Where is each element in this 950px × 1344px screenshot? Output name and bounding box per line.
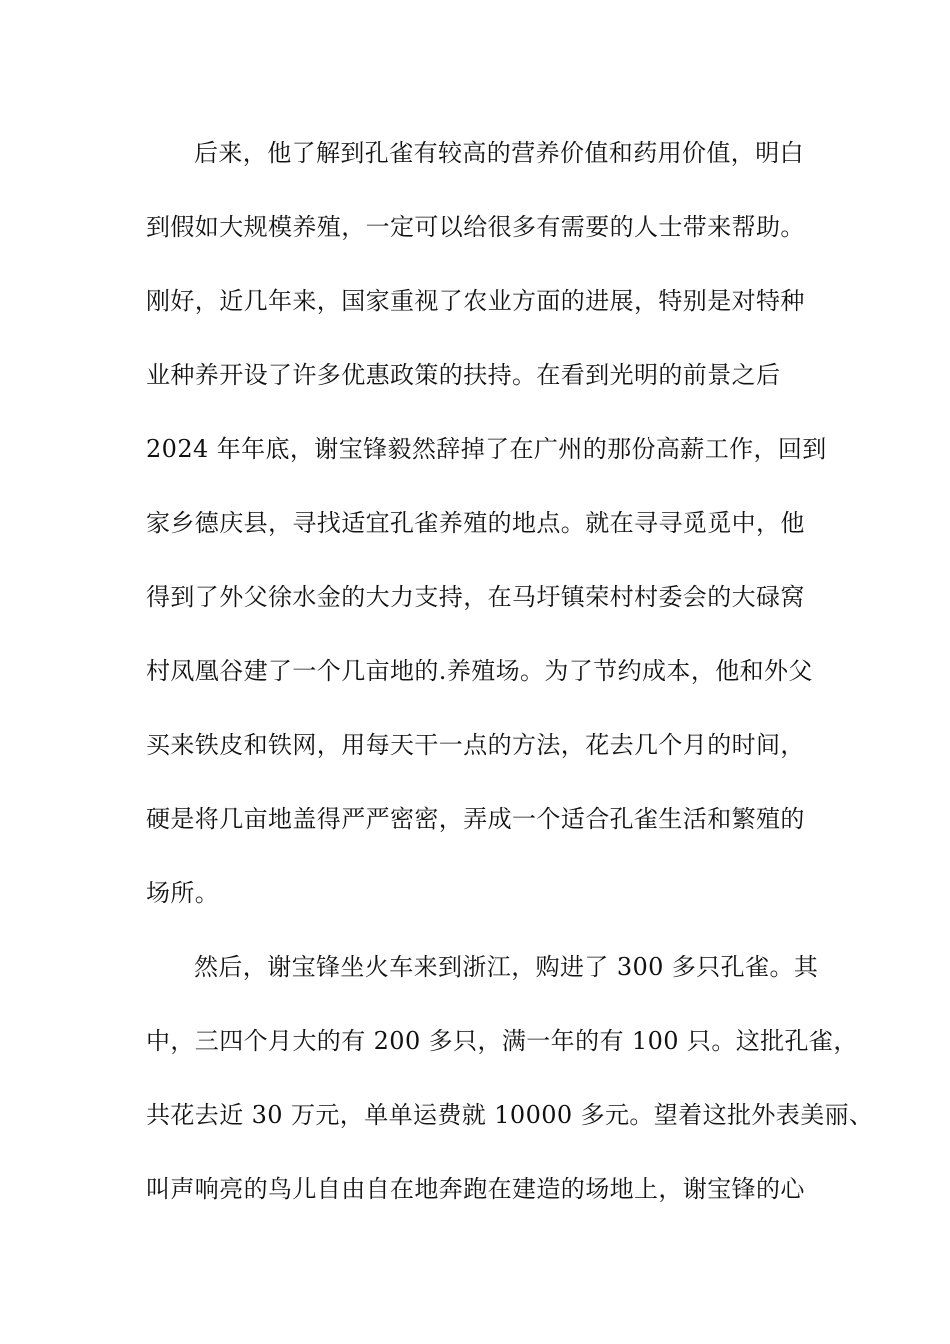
paragraph-line: 硬是将几亩地盖得严严密密，弄成一个适合孔雀生活和繁殖的 [146,805,805,833]
paragraph-line: 叫声响亮的鸟儿自由自在地奔跑在建造的场地上，谢宝锋的心 [146,1175,805,1203]
paragraph-line: 2024 年年底，谢宝锋毅然辞掉了在广州的那份高薪工作，回到 [146,435,827,463]
paragraph-line: 到假如大规模养殖，一定可以给很多有需要的人士带来帮助。 [146,213,805,241]
paragraph-line: 后来，他了解到孔雀有较高的营养价值和药用价值，明白 [194,139,804,167]
paragraph-line: 共花去近 30 万元，单单运费就 10000 多元。望着这批外表美丽、 [146,1101,874,1129]
paragraph-line: 刚好，近几年来，国家重视了农业方面的进展，特别是对特种 [146,287,805,315]
paragraph-line: 场所。 [146,879,220,907]
paragraph-line: 得到了外父徐水金的大力支持，在马圩镇荣村村委会的大碌窝 [146,583,805,611]
paragraph-line: 村凤凰谷建了一个几亩地的.养殖场。为了节约成本，他和外父 [146,657,813,685]
paragraph-line: 中，三四个月大的有 200 多只，满一年的有 100 只。这批孔雀， [146,1027,858,1055]
paragraph-line: 买来铁皮和铁网，用每天干一点的方法，花去几个月的时间， [146,731,805,759]
paragraph-line: 然后，谢宝锋坐火车来到浙江，购进了 300 多只孔雀。其 [194,953,819,981]
paragraph-line: 家乡德庆县，寻找适宜孔雀养殖的地点。就在寻寻觅觅中，他 [146,509,805,537]
paragraph-line: 业种养开设了许多优惠政策的扶持。在看到光明的前景之后 [146,361,781,389]
